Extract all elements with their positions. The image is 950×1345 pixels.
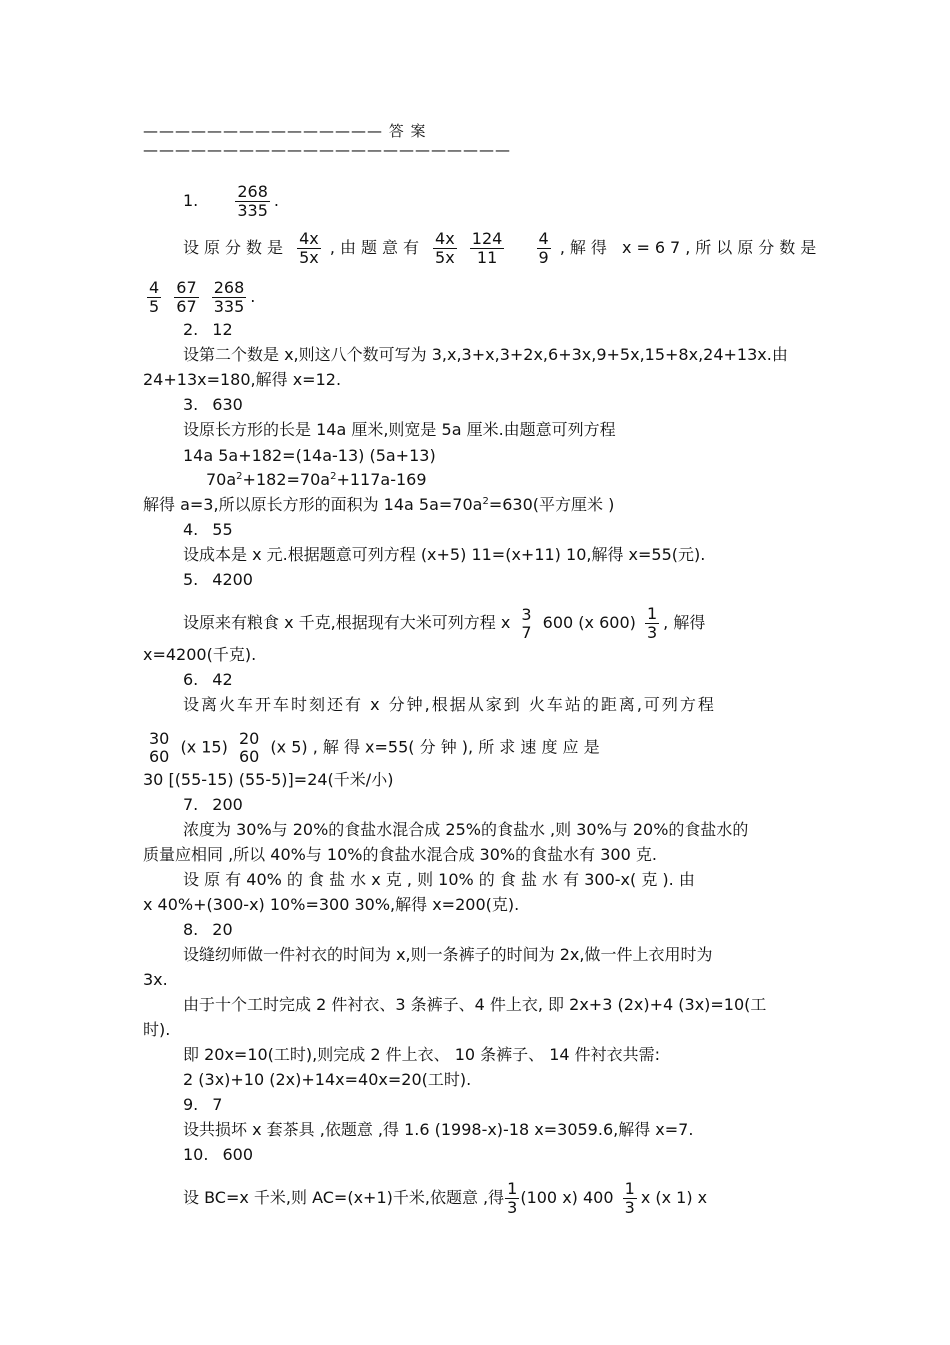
item-3-equation: 14a 5a+182=(14a-13) (5a+13) [183, 446, 436, 465]
item-9-solution: 设共损坏 x 套茶具 ,依题意 ,得 1.6 (1998-x)-18 x=3059.6,解得 x=7. [183, 1120, 694, 1139]
item-1-result: $\frac{4}{5}$ $\frac{67}{67}$ $\frac{268}{335}$ . [149, 278, 256, 316]
answer-header: ——————————————— 答 案——————————————————————— [143, 122, 511, 159]
fraction: $\frac{4x}{5x}$ [299, 229, 319, 267]
fraction: $\frac{268}{335}$ [237, 182, 268, 220]
item-8-solution-1: 设缝纫师做一件衬衣的时间为 x,则一条裤子的时间为 2x,做一件上衣用时为 [183, 945, 713, 964]
item-7-solution-1: 浓度为 30%与 20%的食盐水混合成 25%的食盐水 ,则 30%与 20%的食盐水的 [183, 820, 749, 839]
item-7-solution-4: x 40%+(300-x) 10%=300 30%,解得 x=200(克). [143, 895, 520, 914]
item-3-equation-2: $70a^2+182=70a^2+117a-169$ [206, 470, 427, 489]
item-7-solution-3: 设 原 有 40% 的 食 盐 水 x 克 , 则 10% 的 食 盐 水 有 300-x( 克 ). 由 [183, 870, 695, 889]
item-8: 8. 20 [183, 920, 233, 939]
item-2-solution: 设第二个数是 x,则这八个数可写为 3,x,3+x,3+2x,6+3x,9+5x,15+8x,24+13x.由 [183, 345, 788, 364]
fraction: $\frac{1}{3}$ [646, 604, 658, 642]
item-8-solution-5: 即 20x=10(工时),则完成 2 件上衣、 10 条裤子、 14 件衬衣共需: [183, 1045, 661, 1064]
fraction: $\frac{1}{3}$ [507, 1179, 518, 1217]
item-number: 1. [183, 191, 199, 210]
fraction: $\frac{4x}{5x}$ [435, 229, 455, 267]
fraction: $\frac{67}{67}$ [176, 278, 197, 316]
fraction: $\frac{1}{3}$ [624, 1179, 635, 1217]
fraction: $\frac{4}{9}$ [538, 229, 549, 267]
item-8-solution-3: 由于十个工时完成 2 件衬衣、3 条裤子、4 件上衣, 即 2x+3 (2x)+4 (3x)=10(工 [183, 995, 767, 1014]
item-9: 9. 7 [183, 1095, 223, 1114]
item-3-solution: 设原长方形的长是 14a 厘米,则宽是 5a 厘米.由题意可列方程 [183, 420, 616, 439]
fraction: $\frac{4}{5}$ [149, 278, 160, 316]
item-7-solution-2: 质量应相同 ,所以 40%与 10%的食盐水混合成 30%的食盐水有 300 克. [143, 845, 657, 864]
item-10-solution: 设 BC=x 千米,则 AC=(x+1)千米,依题意 ,得 $\frac{1}{3}$ (100 x) 400 $\frac{1}{3}$ x (x 1) x [183, 1179, 708, 1217]
item-10: 10. 600 [183, 1145, 253, 1164]
item-6-result: 30 [(55-15) (55-5)]=24(千米/小) [143, 770, 394, 789]
item-1-solution: 设原分数是 $\frac{4x}{5x}$ ,由题意有 $\frac{4x}{5x}$ $\frac{124}{11}$ $\frac{4}{9}$ ,解得 x=67,所以原分数是 [183, 229, 822, 267]
fraction: $\frac{124}{11}$ [471, 229, 503, 267]
item-1: 1. $\frac{268}{335}$ . [183, 182, 279, 220]
item-6-solution: 设离火车开车时刻还有 x 分钟,根据从家到 火车站的距离,可列方程 [183, 695, 716, 714]
item-2: 2. 12 [183, 320, 233, 339]
item-2-solution-cont: 24+13x=180,解得 x=12. [143, 370, 342, 389]
item-8-solution-6: 2 (3x)+10 (2x)+14x=40x=20(工时). [183, 1070, 472, 1089]
fraction: 30 60 [149, 729, 170, 766]
item-7: 7. 200 [183, 795, 243, 814]
item-5: 5. 4200 [183, 570, 253, 589]
item-8-solution-2: 3x. [143, 970, 168, 989]
fraction: $\frac{268}{335}$ [213, 278, 245, 316]
item-8-solution-4: 时). [143, 1020, 171, 1039]
item-6: 6. 42 [183, 670, 233, 689]
item-4: 4. 55 [183, 520, 233, 539]
item-5-solution: 设原来有粮食 x 千克,根据现有大米可列方程 x 3 7 600 (x 600) $\frac{1}{3}$ , 解得 [183, 604, 706, 642]
item-6-equation: 30 60 (x 15) 20 60 (x 5) , 解 得 x=55( 分 钟 ), 所 求 速 度 应 是 [149, 729, 600, 766]
item-3-result: 解得 a=3,所以原长方形的面积为 14a $5a=70a^2=630$(平方厘米 ) [143, 495, 615, 514]
item-4-solution: 设成本是 x 元.根据题意可列方程 (x+5) 11=(x+11) 10,解得 x=55(元). [183, 545, 706, 564]
fraction: 20 60 [238, 729, 260, 766]
fraction: 3 7 [521, 604, 532, 642]
item-3: 3. 630 [183, 395, 243, 414]
item-5-result: x=4200(千克). [143, 645, 257, 664]
